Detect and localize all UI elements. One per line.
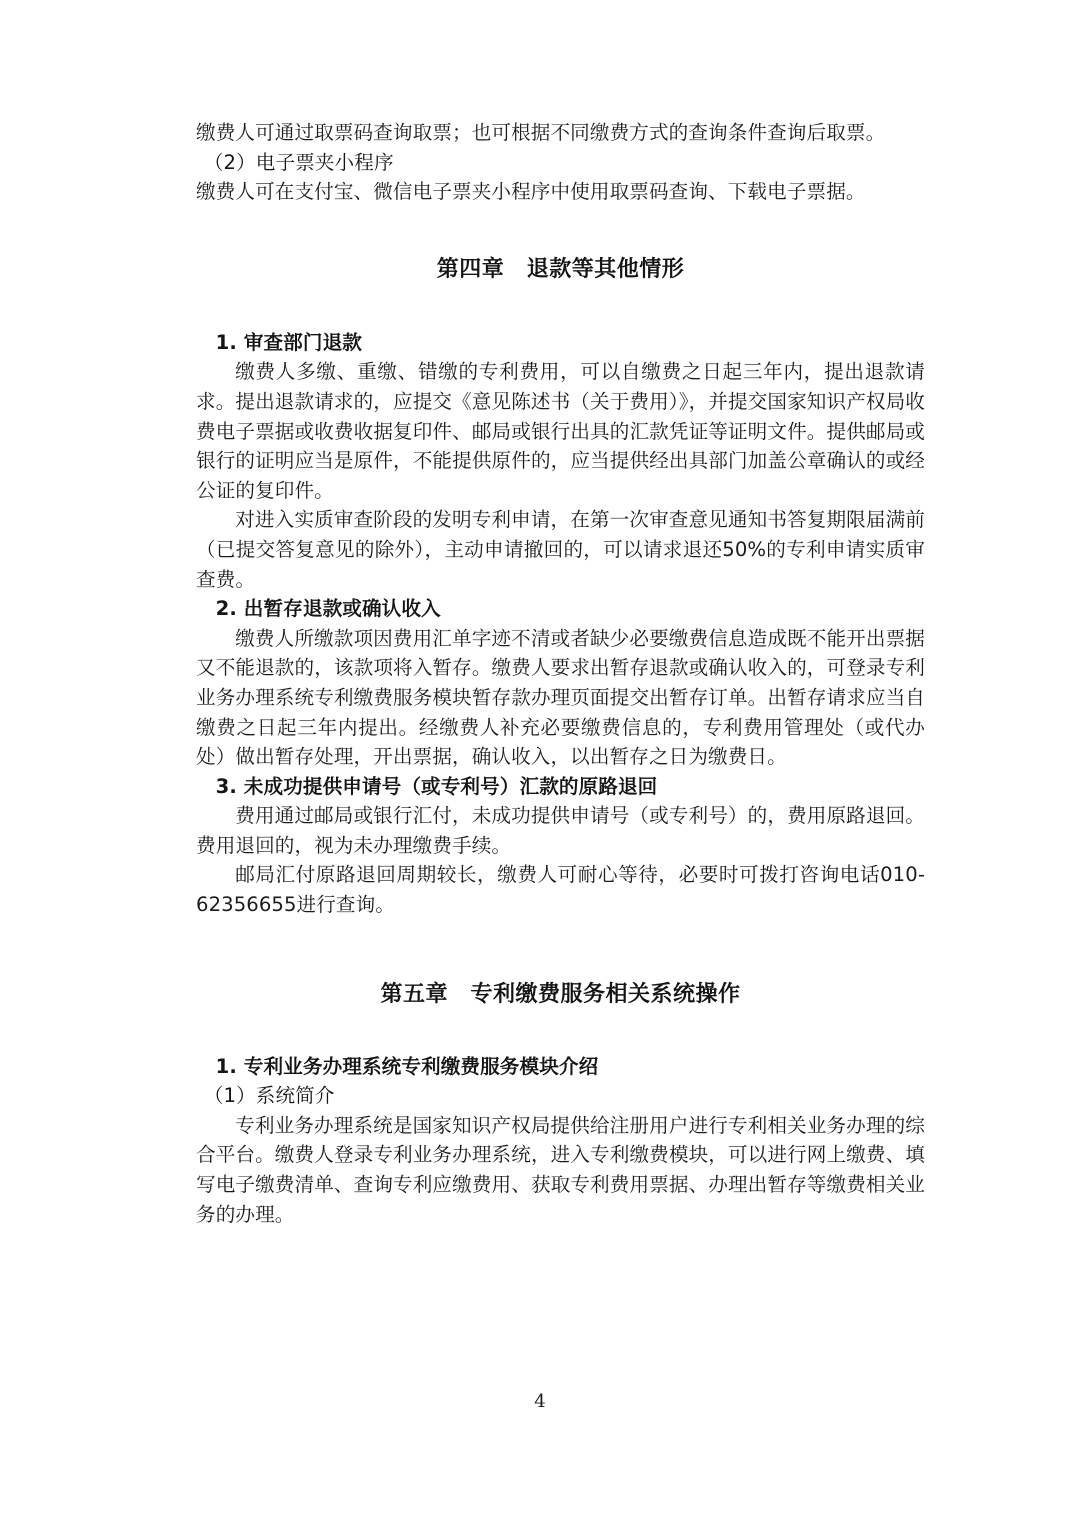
section-heading-original-route-return: 3. 未成功提供申请号（或专利号）汇款的原路退回	[215, 774, 658, 798]
subheading-electronic-wallet-miniprogram: （2）电子票夹小程序	[203, 150, 394, 174]
subheading-system-introduction: （1）系统简介	[203, 1084, 335, 1108]
page-number: 4	[534, 1391, 546, 1412]
spacer	[196, 285, 925, 328]
paragraph-refund-request: 缴费人多缴、重缴、错缴的专利费用，可以自缴费之日起三年内，提出退款请求。提出退款请求的，应提交《意见陈述书（关于费用）》，并提交国家知识产权局收费电子票据或收费收据复印件、邮局或银行出具的汇款凭证等证明文件。提供邮局或银行的证明应当是原件，不能提供原件的，应当提供经出具部门加盖公章确认的或经公证的复印件。	[196, 360, 925, 502]
paragraph-system-introduction: 专利业务办理系统是国家知识产权局提供给注册用户进行专利相关业务办理的综合平台。缴费人登录专利业务办理系统，进入专利缴费模块，可以进行网上缴费、填写电子缴费清单、查询专利应缴费用、获取专利费用票据、办理出暂存等缴费相关业务的办理。	[196, 1113, 925, 1226]
section-heading-examination-refund: 1. 审查部门退款	[215, 330, 362, 354]
spacer	[196, 1010, 925, 1052]
chapter-4-title: 第四章 退款等其他情形	[436, 256, 685, 282]
paragraph-original-route-return: 费用通过邮局或银行汇付，未成功提供申请号（或专利号）的，费用原路退回。费用退回的，视为未办理缴费手续。	[196, 804, 925, 857]
section-heading-patent-service-module: 1. 专利业务办理系统专利缴费服务模块介绍	[215, 1054, 599, 1078]
chapter-5-title: 第五章 专利缴费服务相关系统操作	[380, 981, 741, 1007]
paragraph-substantive-examination-withdrawal: 对进入实质审查阶段的发明专利申请，在第一次审查意见通知书答复期限届满前（已提交答复意见的除外），主动申请撤回的，可以请求退还50%的专利申请实质审查费。	[196, 508, 925, 591]
section-heading-suspense-refund: 2. 出暂存退款或确认收入	[215, 597, 441, 621]
paragraph-postal-return-hotline: 邮局汇付原路退回周期较长，缴费人可耐心等待，必要时可拨打咨询电话010-62356655进行查询。	[196, 863, 925, 917]
paragraph-electronic-wallet-miniprogram: 缴费人可在支付宝、微信电子票夹小程序中使用取票码查询、下载电子票据。	[196, 180, 866, 204]
document-body	[196, 118, 925, 1229]
paragraph-ticket-query: 缴费人可通过取票码查询取票；也可根据不同缴费方式的查询条件查询后取票。	[196, 121, 886, 144]
paragraph-suspense-refund: 缴费人所缴款项因费用汇单字迹不清或者缺少必要缴费信息造成既不能开出票据又不能退款的，该款项将入暂存。缴费人要求出暂存退款或确认收入的，可登录专利业务办理系统专利缴费服务模块暂存款办理页面提交出暂存订单。出暂存请求应当自缴费之日起三年内提出。经缴费人补充必要缴费信息的，专利费用管理处（或代办处）做出暂存处理，开出票据，确认收入，以出暂存之日为缴费日。	[196, 626, 925, 769]
spacer	[196, 207, 925, 255]
spacer	[196, 920, 925, 980]
